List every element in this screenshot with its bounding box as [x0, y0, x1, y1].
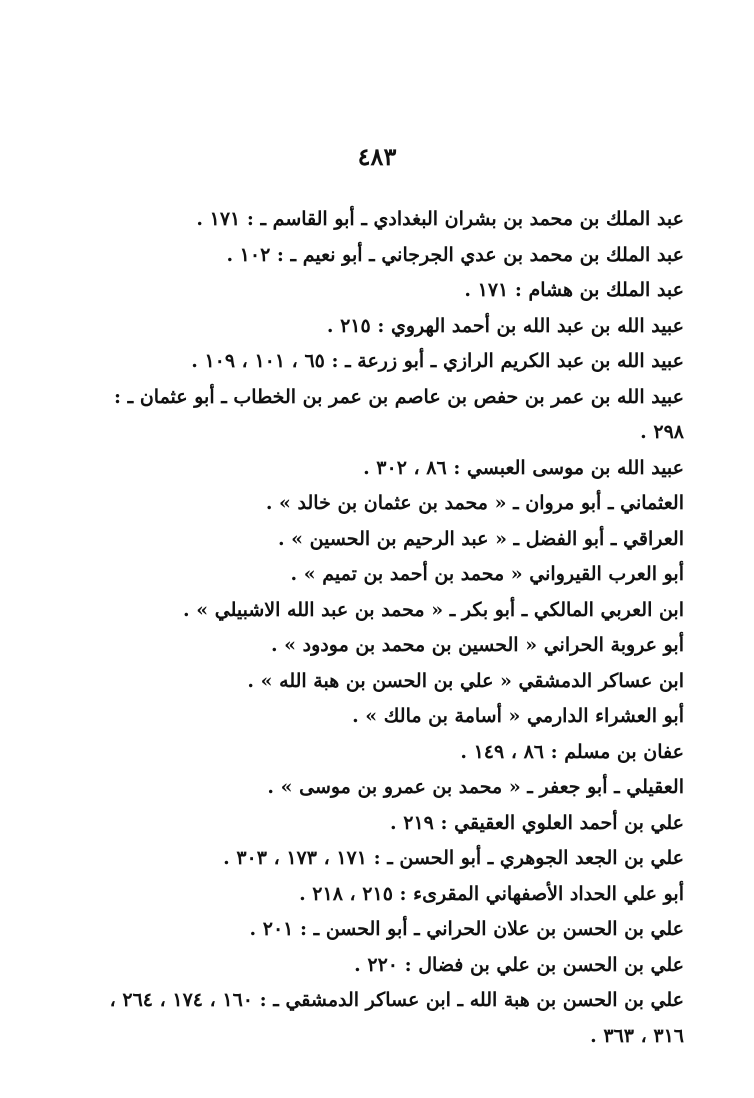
index-entries-list	[84, 202, 684, 1054]
page-number: ٤٨٣	[357, 142, 397, 171]
index-entry-line: علي بن أحمد العلوي العقيقي : ٢١٩ .	[390, 811, 684, 834]
index-entry-line: علي بن الحسن بن علان الحراني ـ أبو الحسن ـ : ٢٠١ .	[249, 918, 684, 940]
index-entry-line: علي بن الحسن بن علي بن فضال : ٢٢٠ .	[354, 953, 684, 976]
index-entry-line: عبد الملك بن هشام : ١٧١ .	[464, 279, 684, 301]
index-entry-continuation: ٣١٦ ، ٣٦٣ .	[590, 1024, 684, 1047]
index-entry-line: أبو عروبة الحراني « الحسين بن محمد بن مودود » .	[270, 634, 684, 656]
index-entry-line: ابن العربي المالكي ـ أبو بكر ـ « محمد بن عبد الله الاشبيلي » .	[183, 598, 684, 621]
index-entry-line: العقيلي ـ أبو جعفر ـ « محمد بن عمرو بن موسى » .	[267, 776, 684, 798]
index-entry-line: العراقي ـ أبو الفضل ـ « عبد الرحيم بن الحسين » .	[277, 527, 684, 550]
index-entry-line: أبو العشراء الدارمي « أسامة بن مالك » .	[352, 705, 684, 727]
index-entry-line: عبد الملك بن محمد بن عدي الجرجاني ـ أبو نعيم ـ : ١٠٢ .	[226, 243, 684, 266]
index-entry-continuation: ٢٩٨ .	[640, 421, 684, 443]
index-entry-line: علي بن الحسن بن هبة الله ـ ابن عساكر الدمشقي ـ : ١٦٠ ، ١٧٤ ، ٢٦٤ ،	[109, 989, 684, 1011]
index-entry-line: عبد الملك بن محمد بن بشران البغدادي ـ أبو القاسم ـ : ١٧١ .	[196, 208, 684, 230]
index-entry-line: ابن عساكر الدمشقي « علي بن الحسن بن هبة الله » .	[247, 669, 684, 692]
index-entry-line: العثماني ـ أبو مروان ـ « محمد بن عثمان بن خالد » .	[265, 492, 684, 514]
index-entry-line: أبو العرب القيرواني « محمد بن أحمد بن تميم » .	[290, 563, 684, 585]
index-entry-line: عبيد الله بن عبد الكريم الرازي ـ أبو زرعة ـ : ٦٥ ، ١٠١ ، ١٠٩ .	[191, 350, 684, 372]
index-entry-line: عفان بن مسلم : ٨٦ ، ١٤٩ .	[460, 740, 684, 763]
index-entry-line: عبيد الله بن موسى العبسي : ٨٦ ، ٣٠٢ .	[363, 456, 684, 479]
index-entry-line: عبيد الله بن عمر بن حفص بن عاصم بن عمر بن الخطاب ـ أبو عثمان ـ :	[114, 385, 684, 408]
index-entry-line: عبيد الله بن عبد الله بن أحمد الهروي : ٢١٥ .	[326, 314, 684, 337]
index-entry-line: أبو علي الحداد الأصفهاني المقرىء : ٢١٥ ، ٢١٨ .	[299, 882, 684, 905]
index-entry-line: علي بن الجعد الجوهري ـ أبو الحسن ـ : ١٧١ ، ١٧٣ ، ٣٠٣ .	[223, 847, 684, 869]
